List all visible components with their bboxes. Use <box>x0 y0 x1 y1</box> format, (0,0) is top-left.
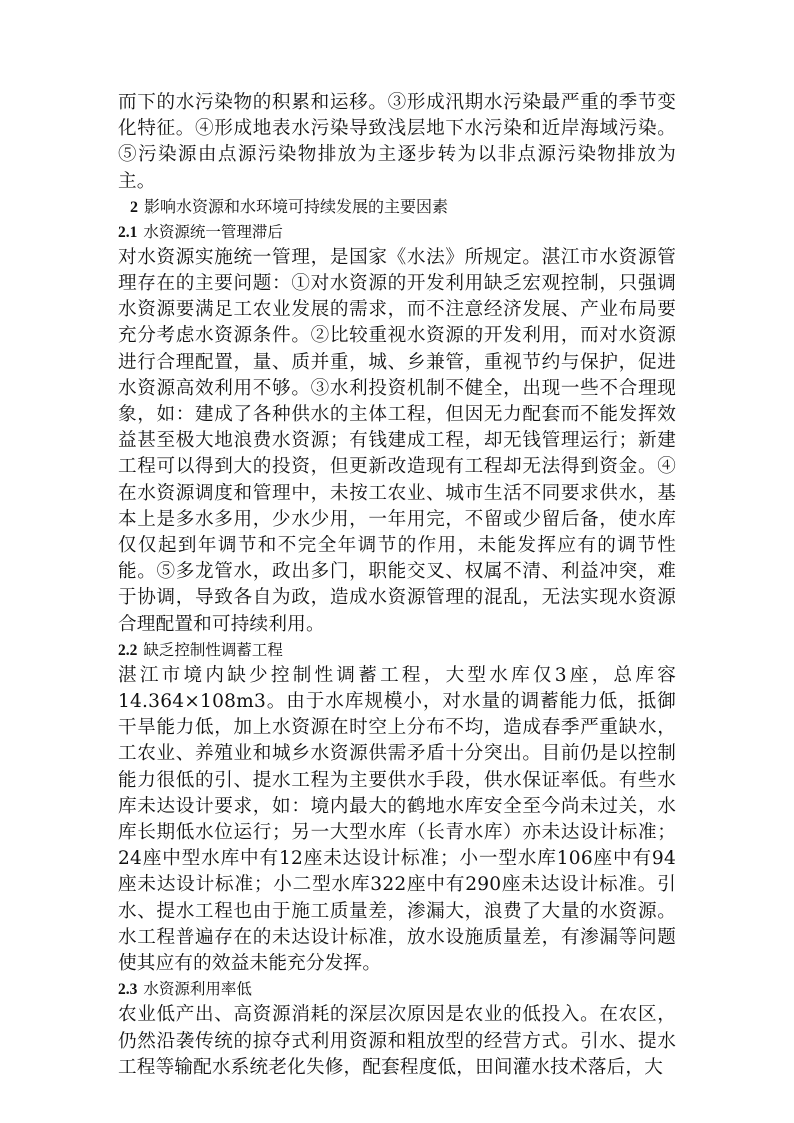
subsection-number: 2.3 <box>118 981 138 999</box>
subsection-number: 2.2 <box>118 641 138 659</box>
section-title: 影响水资源和水环境可持续发展的主要因素 <box>144 196 449 216</box>
paragraph-2-1: 对水资源实施统一管理，是国家《水法》所规定。湛江市水资源管理存在的主要问题：①对水资源的开发利用缺乏宏观控制，只强调水资源要满足工农业发展的需求，而不注意经济发展、产业布局要充分考虑水资源条件。②比较重视水资源的开发利用，而对水资源进行合理配置，量、质并重，城、乡兼管，重视节约与保护，促进水资源高效利用不够。③水利投资机制不健全，出现一些不合理现象，如：建成了各种供水的主体工程，但因无力配套而不能发挥效益甚至极大地浪费水资源；有钱建成工程，却无钱管理运行；新建工程可以得到大的投资，但更新改造现有工程却无法得到资金。④在水资源调度和管理中，未按工农业、城市生活不同要求供水，基本上是多水多用，少水少用，一年用完，不留或少留后备，使水库仅仅起到年调节和不完全年调节的作用，未能发挥应有的调节性能。⑤多龙管水，政出多门，职能交叉、权属不清、利益冲突，难于协调，导致各自为政，造成水资源管理的混乱，无法实现水资源合理配置和可持续利用。 <box>118 246 676 635</box>
paragraph-2-3: 农业低产出、高资源消耗的深层次原因是农业的低投入。在农区，仍然沿袭传统的掠夺式利用资源和粗放型的经营方式。引水、提水工程等输配水系统老化失修，配套程度低，田间灌水技术落后，大 <box>118 1004 676 1078</box>
subsection-heading-2-3 <box>118 977 676 1002</box>
subsection-title: 水资源统一管理滞后 <box>143 222 283 241</box>
paragraph-intro: 而下的水污染物的积累和运移。③形成汛期水污染最严重的季节变化特征。④形成地表水污染导致浅层地下水污染和近岸海域污染。⑤污染源由点源污染物排放为主逐步转为以非点源污染物排放为主。 <box>118 92 676 192</box>
subsection-title: 缺乏控制性调蓄工程 <box>143 640 283 659</box>
paragraph-2-2: 湛江市境内缺少控制性调蓄工程，大型水库仅3座，总库容14.364×108m3。由于水库规模小，对水量的调蓄能力低，抵御干旱能力低，加上水资源在时空上分布不均，造成春季严重缺水，工农业、养殖业和城乡水资源供需矛盾十分突出。目前仍是以控制能力很低的引、提水工程为主要供水手段，供水保证率低。有些水库未达设计要求，如：境内最大的鹤地水库安全至今尚未过关，水库长期低水位运行；另一大型水库（长青水库）亦未达设计标准；24座中型水库中有12座未达设计标准；小一型水库106座中有94座未达设计标准；小二型水库322座中有290座未达设计标准。引水、提水工程也由于施工质量差，渗漏大，浪费了大量的水资源。水工程普遍存在的未达设计标准，放水设施质量差，有渗漏等问题使其应有的效益未能充分发挥。 <box>118 664 676 975</box>
section-number: 2 <box>130 198 138 216</box>
subsection-number: 2.1 <box>118 223 138 241</box>
subsection-heading-2-1 <box>118 220 676 245</box>
document-page <box>118 90 676 1081</box>
subsection-title: 水资源利用率低 <box>143 980 252 999</box>
subsection-heading-2-2 <box>118 638 676 663</box>
section-heading-2 <box>118 195 676 220</box>
